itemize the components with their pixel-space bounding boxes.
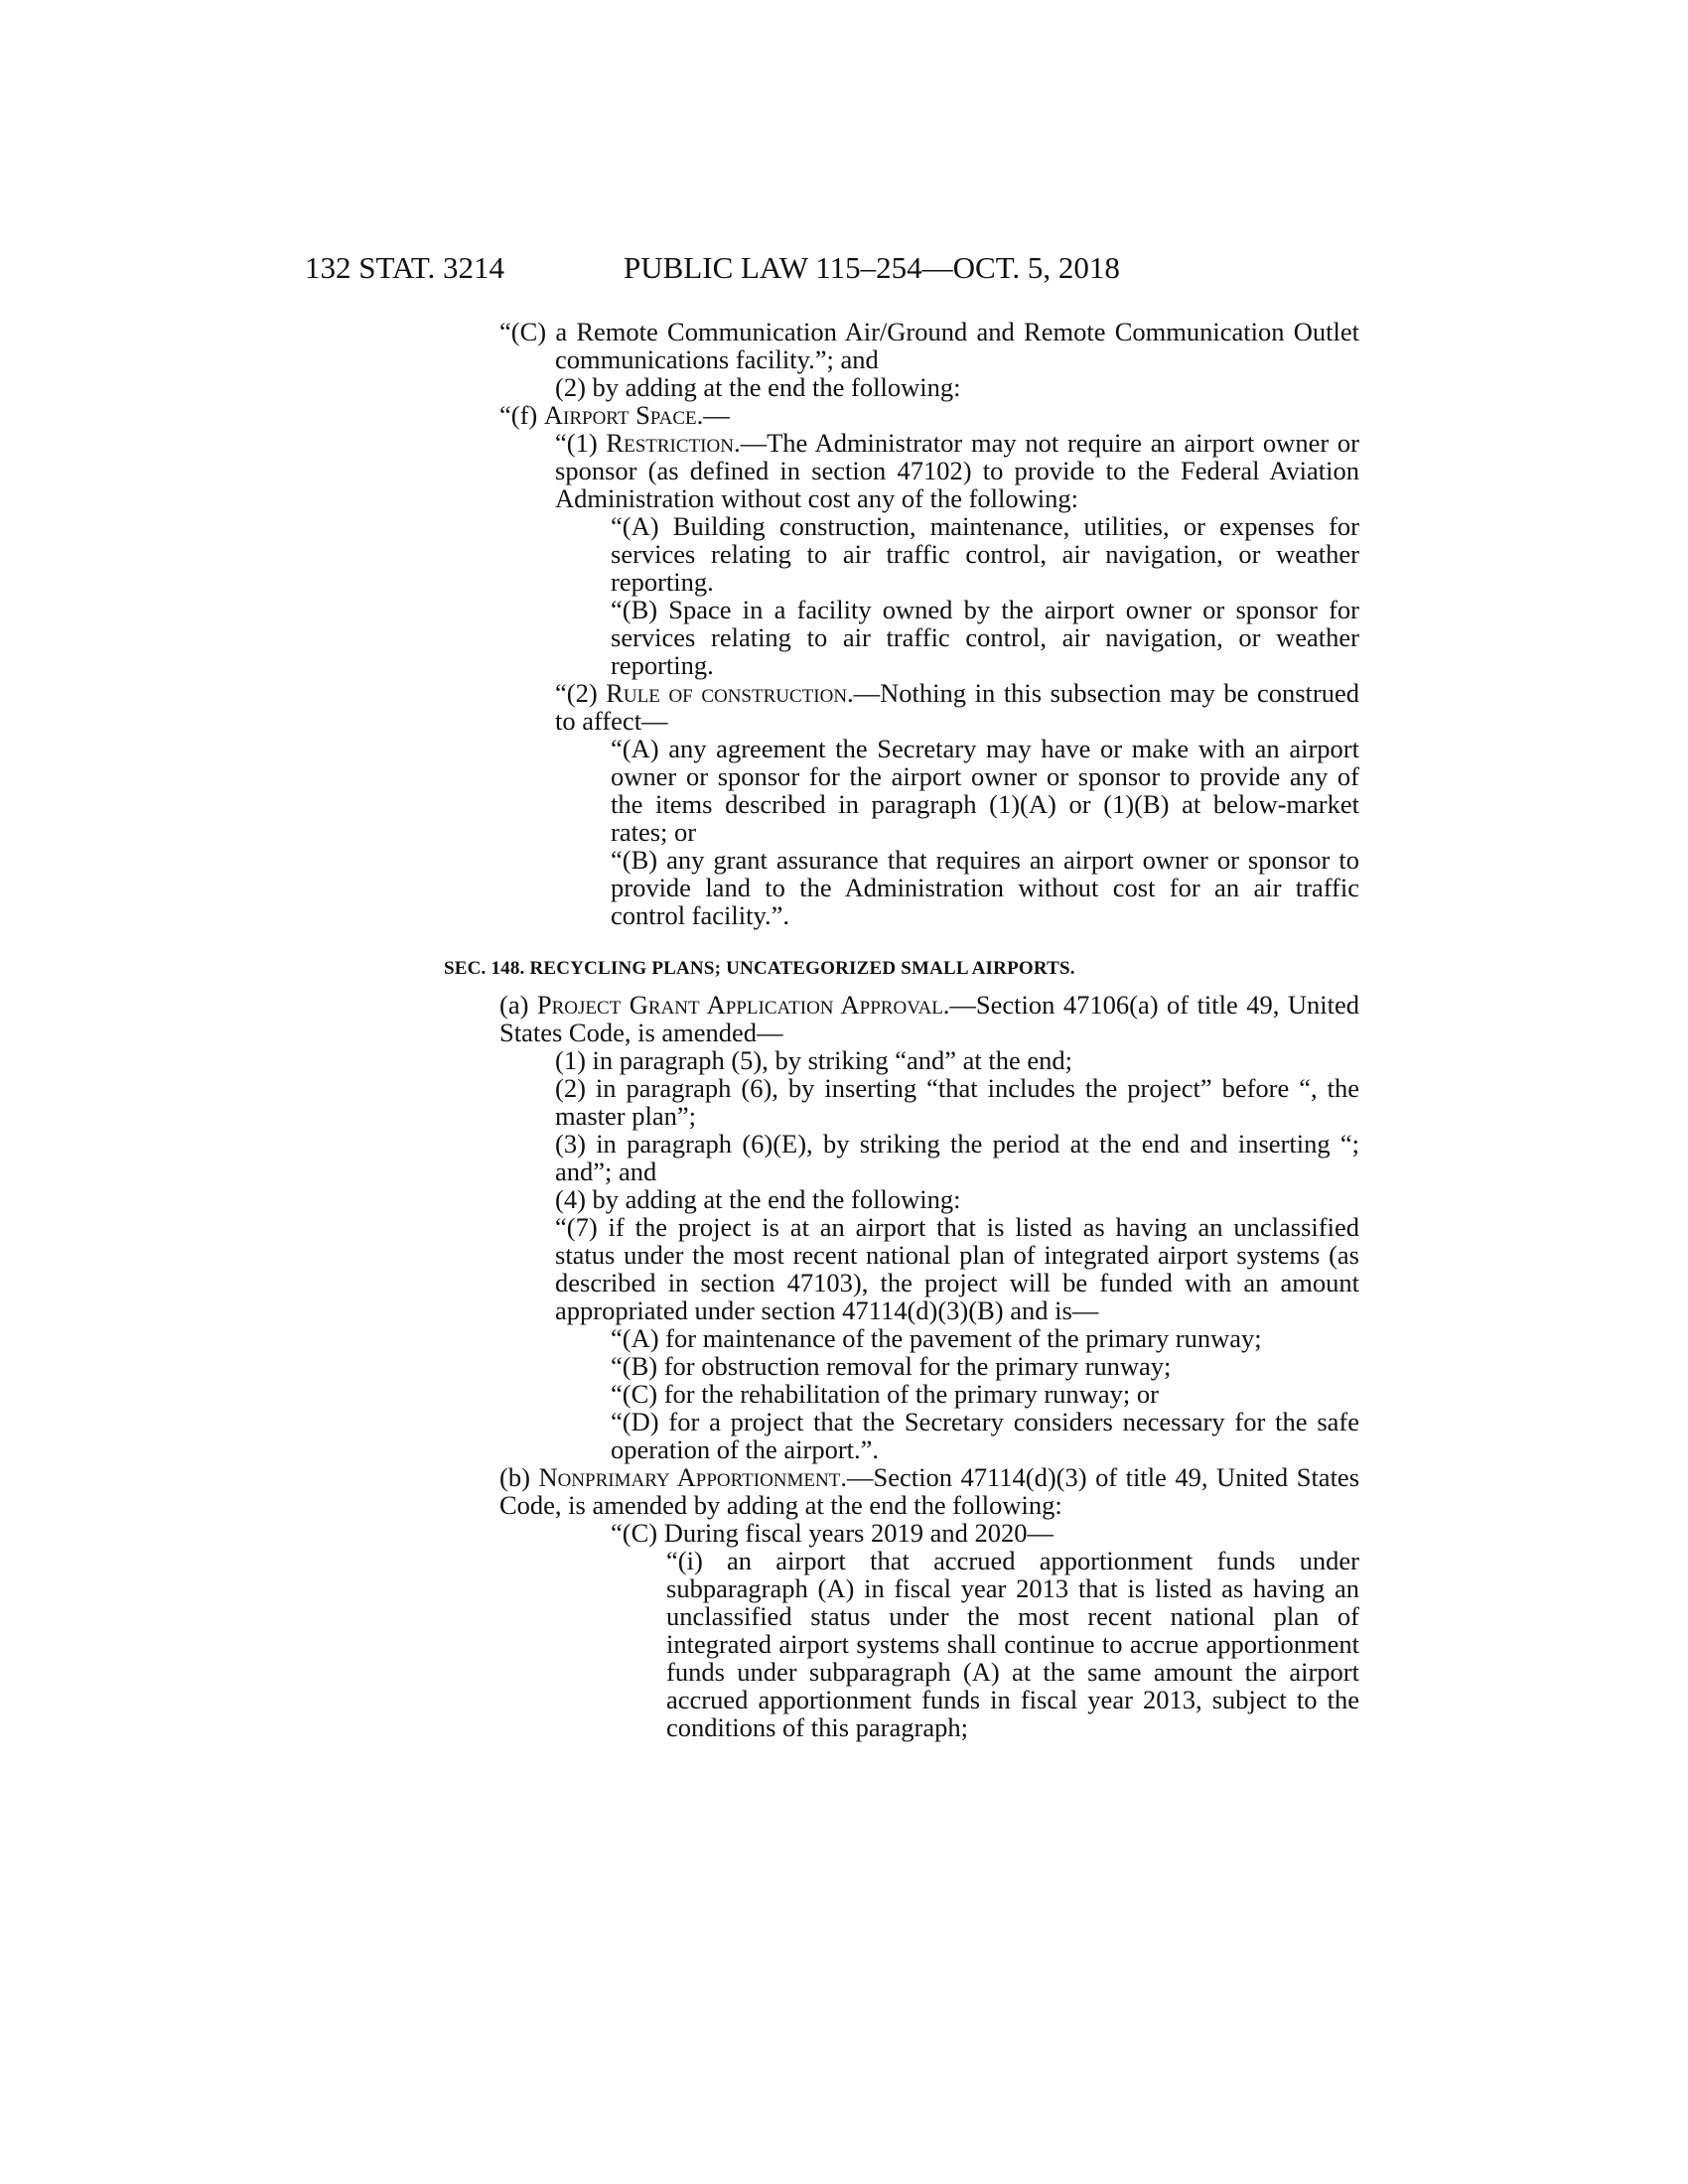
- subsection-b-nonprimary: (b) Nonprimary Apportionment.—Section 47114(d)(3) of title 49, United States Code, is amended by adding at the end the following:: [499, 1462, 1360, 1520]
- paragraph-7-unclassified: “(7) if the project is at an airport that is listed as having an unclassified status under the most recent national plan of integrated airport systems (as described in section 47103), the project will be funded with an amount appropriated under section 47114(d)(3)(B) and is—: [555, 1212, 1359, 1325]
- subsection-a-project-grant: (a) Project Grant Application Approval.—Section 47106(a) of title 49, United States Code, is amended—: [499, 990, 1359, 1047]
- item-c-rehabilitation: “(C) for the rehabilitation of the primary runway; or: [611, 1379, 1159, 1409]
- amendment-1: (1) in paragraph (5), by striking “and” at the end;: [555, 1045, 1072, 1075]
- construction-subparagraphs: [499, 735, 1359, 929]
- page-header: [0, 250, 1688, 290]
- paragraph-2-adding: (2) by adding at the end the following:: [555, 372, 961, 402]
- restriction-subparagraphs: [499, 512, 1359, 679]
- subparagraph-a-agreement: “(A) any agreement the Secretary may have or make with an airport owner or sponsor for the airport owner or sponsor to provide any of the items described in paragraph (1)(A) or (1)(B) at below-market rates; or: [611, 734, 1359, 847]
- item-d-safe-operation: “(D) for a project that the Secretary considers necessary for the safe operation of the airport.”.: [611, 1407, 1359, 1464]
- section-148-body: [444, 991, 1359, 1741]
- paragraph-1-restriction: “(1) Restriction.—The Administrator may not require an airport owner or sponsor (as defined in section 47102) to provide to the Federal Aviation Administration without cost any of the following:: [555, 428, 1359, 513]
- running-head: PUBLIC LAW 115–254—OCT. 5, 2018: [624, 250, 1120, 285]
- amendment-2: (2) in paragraph (6), by inserting “that includes the project” before “, the master plan”;: [555, 1073, 1359, 1131]
- item-a-pavement: “(A) for maintenance of the pavement of the primary runway;: [611, 1323, 1262, 1353]
- fiscal-years-block: [444, 1519, 1359, 1741]
- subparagraph-b-space: “(B) Space in a facility owned by the airport owner or sponsor for services relating to air traffic control, air navigation, or weather reporting.: [611, 595, 1359, 680]
- clause-list: [555, 1547, 1359, 1741]
- amendment-3: (3) in paragraph (6)(E), by striking the period at the end and inserting “; and”; and: [555, 1129, 1359, 1186]
- document-body: [444, 317, 1360, 1742]
- subparagraph-a-building: “(A) Building construction, maintenance, utilities, or expenses for services relating to air traffic control, air navigation, or weather reporting.: [611, 511, 1359, 597]
- amendment-list: [444, 1046, 1359, 1463]
- item-b-obstruction: “(B) for obstruction removal for the primary runway;: [611, 1351, 1172, 1381]
- paragraph-c-remote-communication: “(C) a Remote Communication Air/Ground and Remote Communication Outlet communications facility.”; and: [499, 317, 1359, 374]
- section-148-heading: SEC. 148. RECYCLING PLANS; UNCATEGORIZED SMALL AIRPORTS.: [444, 958, 1075, 979]
- clause-i-accrued-funds: “(i) an airport that accrued apportionment funds under subparagraph (A) in fiscal year 2013 that is listed as having an unclassified status under the most recent national plan of integrated airport systems shall continue to accrue apportionment funds under subparagraph (A) at the same amount the airport accrued apportionment funds in fiscal year 2013, subject to the conditions of this paragraph;: [666, 1546, 1359, 1742]
- paragraph-2-rule-of-construction: “(2) Rule of construction.—Nothing in this subsection may be construed to affect—: [555, 678, 1359, 736]
- amendment-4: (4) by adding at the end the following:: [555, 1184, 961, 1214]
- stat-reference: 132 STAT. 3214: [305, 250, 505, 285]
- subparagraph-b-grant-assurance: “(B) any grant assurance that requires an airport owner or sponsor to provide land to the Administration without cost for an air traffic control facility.”.: [611, 845, 1359, 930]
- subparagraph-c-fiscal-years: “(C) During fiscal years 2019 and 2020—: [611, 1518, 1054, 1548]
- paragraph-7-items: [499, 1324, 1359, 1463]
- subsection-f-heading: “(f) Airport Space.—: [499, 400, 730, 430]
